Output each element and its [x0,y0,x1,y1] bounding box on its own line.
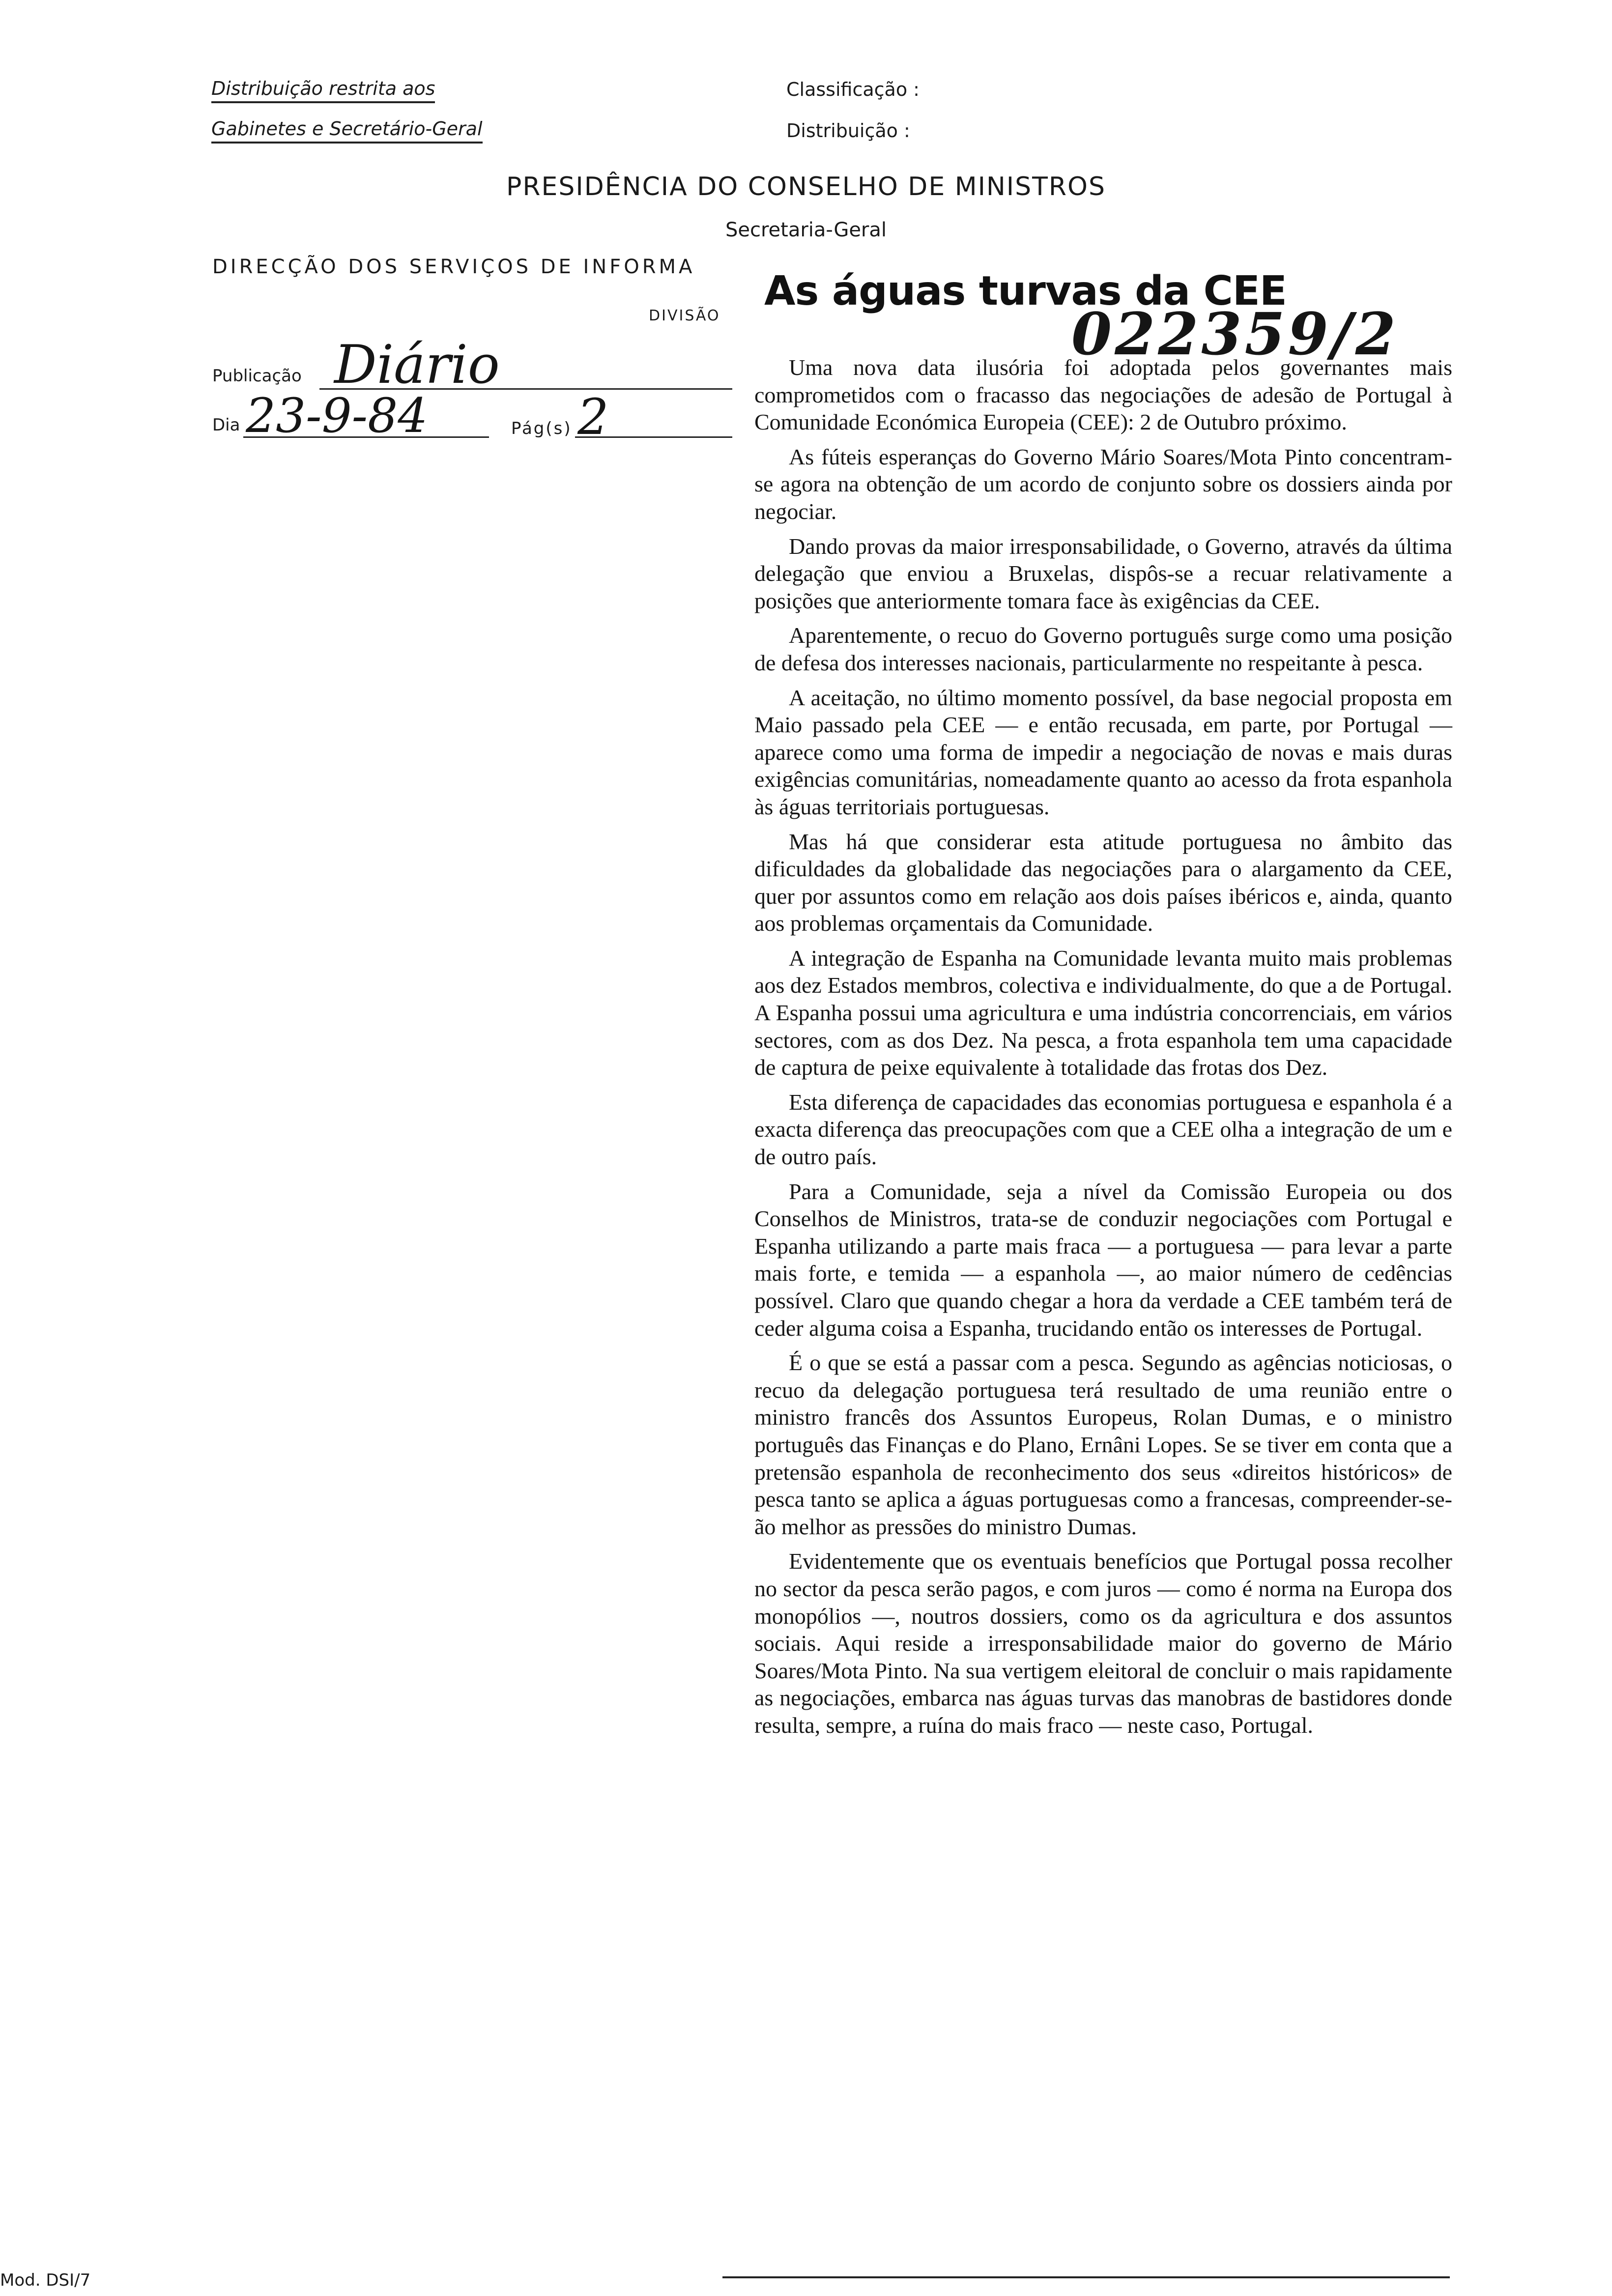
secretariat-subtitle: Secretaria-Geral [725,219,887,241]
handwritten-reference: 022359/2 [1071,300,1399,368]
publication-value: Diário [334,334,500,396]
presidency-title: PRESIDÊNCIA DO CONSELHO DE MINISTROS [506,172,1106,201]
article-paragraph: Uma nova data ilusória foi adoptada pelos governantes mais comprometidos com o fracasso das negociações de adesão de Portugal à Comunidade Económica Europeia (CEE): 2 de Outubro próximo. [754,355,1452,435]
article-paragraph: Aparentemente, o recuo do Governo português surge como uma posição de defesa dos interesses nacionais, particularmente no respeitante à pesca. [754,623,1452,675]
day-value: 23-9-84 [246,388,428,443]
classification-label: Classificação : [786,79,920,100]
article-body [754,354,1452,1747]
article-paragraph: Evidentemente que os eventuais benefícios que Portugal possa recolher no sector da pesca serão pagos, e com juros — como é norma na Europa dos monopólios —, noutros dossiers, como os da agricultura e dos assuntos sociais. Aqui reside a irresponsabilidade maior do governo de Mário Soares/Mota Pinto. Na sua vertigem eleitoral de concluir o mais rapidamente as negociações, embarca nas águas turvas das manobras de bastidores donde resulta, sempre, a ruína do mais fraco — neste caso, Portugal. [754,1549,1452,1738]
article-paragraph: É o que se está a passar com a pesca. Segundo as agências noticiosas, o recuo da delegação portuguesa terá resultado de uma reunião entre o ministro francês dos Assuntos Europeus, Rolan Dumas, e o ministro português das Finanças e do Plano, Ernâni Lopes. Se se tiver em conta que a pretensão espanhola de reconhecimento dos seus «direitos históricos» de pesca tanto se aplica a águas portuguesas como a francesas, compreender-se-ão melhor as pressões do ministro Dumas. [754,1350,1452,1539]
article-paragraph: As fúteis esperanças do Governo Mário Soares/Mota Pinto concentram-se agora na obtenção de um acordo de conjunto sobre os dossiers ainda por negociar. [754,444,1452,524]
distribution-note-line-1: Distribuição restrita aos [211,78,435,103]
distribution-note-line-2: Gabinetes e Secretário-Geral [211,118,483,144]
distribution-label: Distribuição : [786,120,910,142]
article-paragraph: Para a Comunidade, seja a nível da Comissão Europeia ou dos Conselhos de Ministros, trata-se de conduzir negociações com Portugal e Espanha utilizando a parte mais fraca — a portuguesa — para levar a parte mais forte, e temida — a espanhola —, ao maior número de cedências possível. Claro que quando chegar a hora da verdade a CEE também terá de ceder alguma coisa a Espanha, trucidando então os interesses de Portugal. [754,1178,1452,1341]
pages-line [575,436,732,438]
article-paragraph: A aceitação, no último momento possível, da base negocial proposta em Maio passado pela CEE — e então recusada, em parte, por Portugal — aparece como uma forma de impedir a negociação de novas e mais duras exigências comunitárias, nomeadamente quanto ao acesso da frota espanhola às águas territoriais portuguesas. [754,685,1452,819]
pages-label: Pág(s) [511,419,572,438]
article-headline: As águas turvas da CEE [764,268,1287,315]
article-paragraph: Esta diferença de capacidades das economias portuguesa e espanhola é a exacta diferença das preocupações com que a CEE olha a integração de um e de outro país. [754,1089,1452,1170]
form-code: Mod. DSI/7 [0,2270,91,2290]
article-paragraph: A integração de Espanha na Comunidade levanta muito mais problemas aos dez Estados membros, colectiva e individualmente, do que a de Portugal. A Espanha possui uma agricultura e uma indústria concorrenciais, em vários sectores, com as dos Dez. Na pesca, a frota espanhola tem uma capacidade de captura de peixe equivalente à totalidade das frotas dos Dez. [754,945,1452,1080]
bottom-rule [722,2276,1450,2278]
pages-value: 2 [577,388,609,446]
division-label: DIVISÃO [649,307,720,324]
day-line [243,436,489,438]
article-paragraph: Mas há que considerar esta atitude portuguesa no âmbito das dificuldades da globalidade das negociações para o alargamento da CEE, quer por assuntos como em relação aos dois países ibéricos e, ainda, quanto aos problemas orçamentais da Comunidade. [754,829,1452,936]
publication-label: Publicação [212,366,302,386]
article-paragraph: Dando provas da maior irresponsabilidade, o Governo, através da última delegação que enviou a Bruxelas, dispôs-se a recuar relativamente a posições que anteriormente tomara face às exigências da CEE. [754,533,1452,613]
directorate-label: DIRECÇÃO DOS SERVIÇOS DE INFORMA [212,256,695,278]
day-label: Dia [212,415,240,435]
